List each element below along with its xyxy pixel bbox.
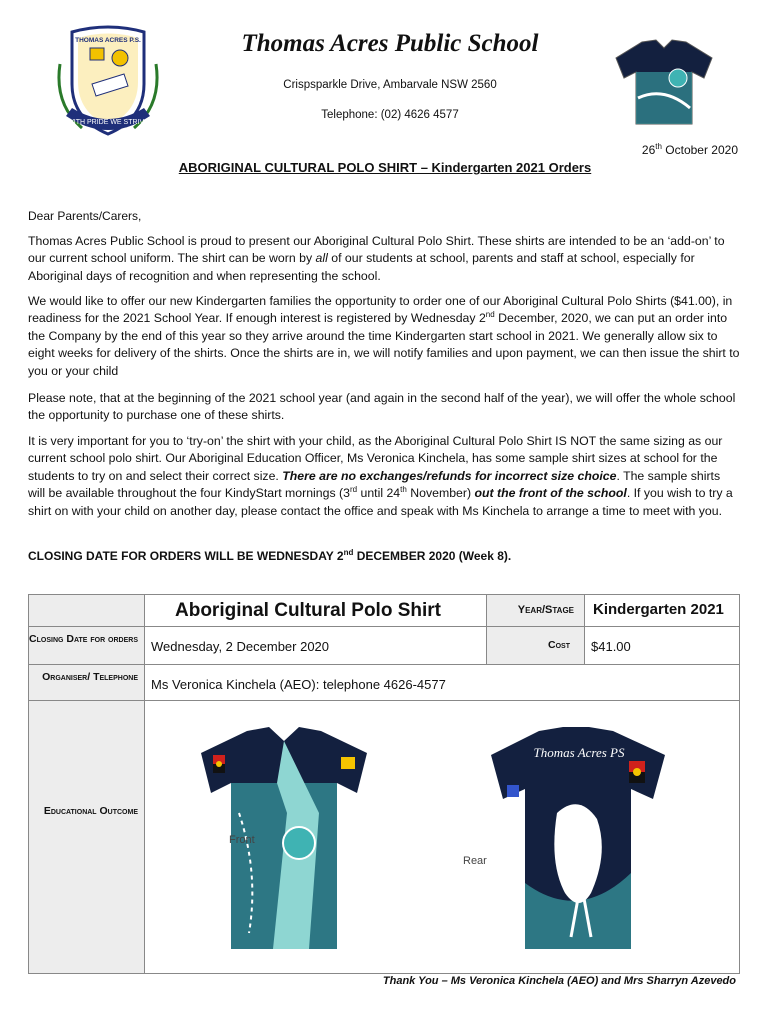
cost-label: Cost	[487, 627, 585, 665]
rear-shirt-image	[479, 723, 679, 955]
front-shirt-image	[189, 723, 379, 953]
closing-date-label: Closing Date for orders	[29, 627, 145, 665]
year-stage-value: Kindergarten 2021	[585, 595, 740, 627]
rear-caption: Rear	[463, 855, 487, 867]
shirt-photos	[145, 701, 740, 974]
school-crest-logo	[52, 24, 164, 144]
paragraph-sizing: It is very important for you to ‘try-on’ the shirt with your child, as the Aboriginal Cultural Polo Shirt IS NOT the same sizing as our current school polo shirt. Our Aboriginal Education Officer, Ms Veronica Kinchela, has some sample shirt sizes at school for the students to try on and select their correct size. There are no exchanges/refunds for incorrect size choice. The sample shirts will be available throughout the four KindyStart mornings (3rd until 24th November) out the front of the school. If you wish to try a shirt on with your child on another day, please contact the office and speak with Ms Kinchela to arrange a time to meet with you.	[28, 434, 733, 518]
cost-value: $41.00	[585, 627, 740, 665]
thank-you-signoff: Thank You – Ms Veronica Kinchela (AEO) and Mrs Sharryn Azevedo	[382, 975, 736, 987]
school-telephone: Telephone: (02) 4626 4577	[321, 109, 459, 121]
letter-date: 26th October 2020	[641, 142, 738, 157]
year-stage-label: Year/Stage	[487, 595, 585, 627]
polo-shirt-thumbnail	[612, 38, 716, 126]
closing-date-value: Wednesday, 2 December 2020	[145, 627, 487, 665]
organiser-value: Ms Veronica Kinchela (AEO): telephone 4626-4577	[145, 665, 740, 701]
paragraph-intro: Thomas Acres Public School is proud to present our Aboriginal Cultural Polo Shirt. These shirts are intended to be an ‘add-on’ to our current school uniform. The shirt can be worn by all of our students at school, parents and staff at school, especially for Aboriginal days of recognition and when representing the school.	[28, 234, 725, 283]
closing-date-notice: CLOSING DATE FOR ORDERS WILL BE WEDNESDAY 2nd DECEMBER 2020 (Week 8).	[28, 548, 512, 563]
rear-shirt-text: Thomas Acres PS	[533, 745, 625, 760]
school-address: Crispsparkle Drive, Ambarvale NSW 2560	[283, 79, 497, 91]
product-name: Aboriginal Cultural Polo Shirt	[145, 595, 487, 627]
crest-top-text: THOMAS ACRES P.S.	[75, 37, 141, 44]
order-details-table	[28, 594, 740, 974]
letter-heading: ABORIGINAL CULTURAL POLO SHIRT – Kindergarten 2021 Orders	[178, 160, 592, 175]
outcome-label: Educational Outcome	[29, 701, 145, 974]
paragraph-offer: We would like to offer our new Kindergarten families the opportunity to order one of our Aboriginal Cultural Polo Shirts ($41.00), in readiness for the 2021 School Year. If enough interest is registered by Wednesday 2nd December, 2020, we can put an order into the Company by the end of this year so they arrive around the time Kindergarten start school in 2021. We generally allow six to eight weeks for delivery of the shirts. Once the shirts are in, we will notify families and upon payment, we can then issue the shirt to you or your child	[28, 294, 740, 378]
front-caption: Front	[229, 834, 255, 846]
paragraph-note: Please note, that at the beginning of the 2021 school year (and again in the second half of the year), we will offer the whole school the opportunity to purchase one of these shirts.	[28, 391, 736, 423]
school-name: Thomas Acres Public School	[241, 30, 539, 57]
organiser-label: Organiser/ Telephone	[29, 665, 145, 701]
crest-motto-text: WITH PRIDE WE STRIVE	[67, 119, 149, 126]
greeting: Dear Parents/Carers,	[28, 209, 142, 223]
